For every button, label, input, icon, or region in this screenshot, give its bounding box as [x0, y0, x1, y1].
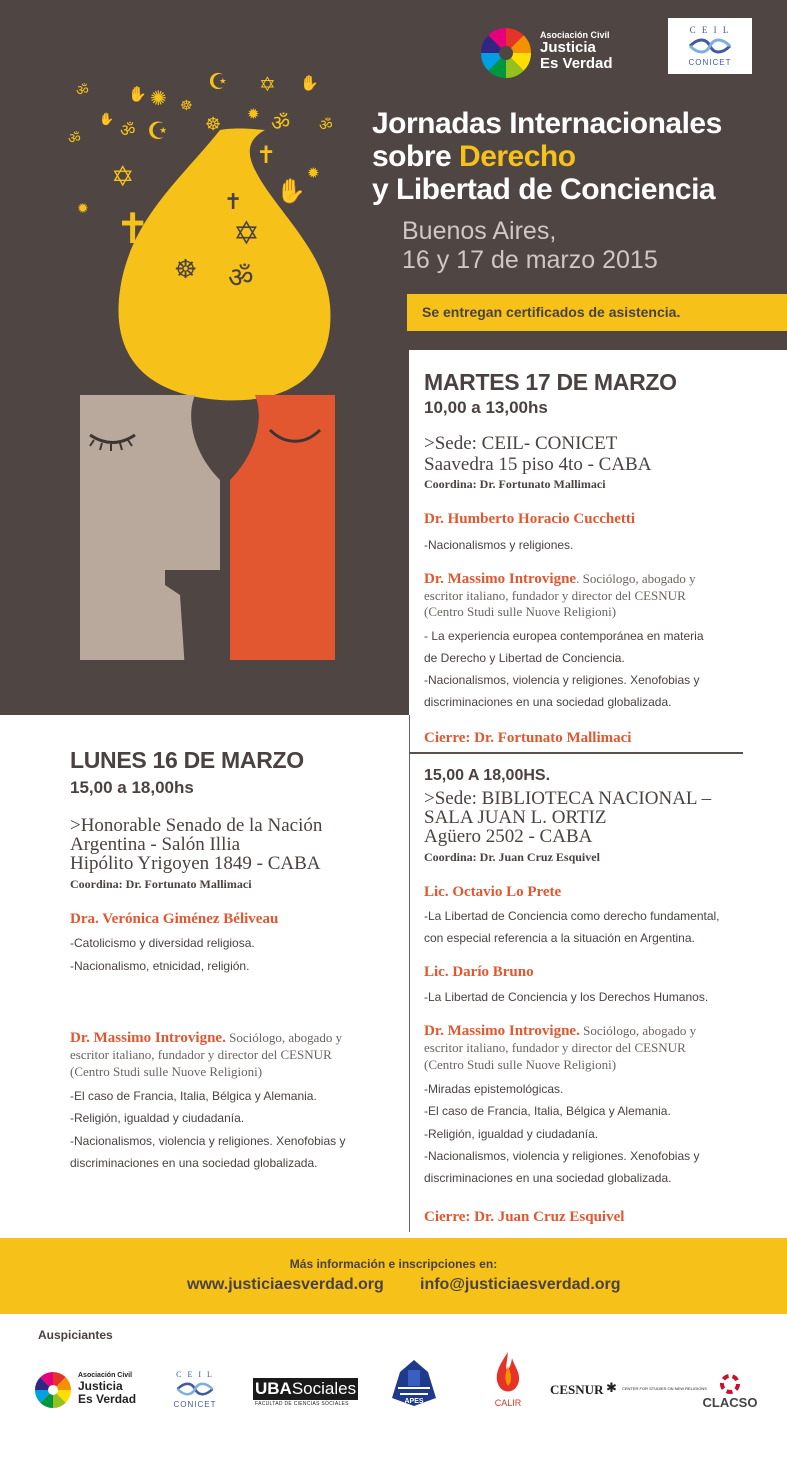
- uba-a: UBA: [255, 1379, 292, 1398]
- martes-speaker5-line1: [424, 1023, 696, 1040]
- martes-speaker2-topic3: -Nacionalismos, violencia y religiones. Xenofobias y: [424, 673, 700, 687]
- om-icon: ॐ: [68, 131, 81, 147]
- session-rule: [409, 752, 743, 754]
- logo-ceil-conicet: [668, 18, 752, 74]
- lunes-sede-line1: >Honorable Senado de la Nación: [70, 815, 323, 836]
- sponsor-ceil-bottom: CONICET: [173, 1400, 217, 1409]
- jev-flower-icon: [478, 25, 534, 81]
- martes-coordina: Coordina: Dr. Fortunato Mallimaci: [424, 477, 606, 491]
- calir-text: CALIR: [494, 1398, 522, 1408]
- lunes-speaker1: Dra. Verónica Giménez Béliveau: [70, 911, 279, 927]
- crescent-icon: ☪: [208, 70, 228, 95]
- website-link[interactable]: www.justiciaesverdad.org: [187, 1276, 384, 1293]
- martes-speaker2-bio3: (Centro Studi sulle Nuove Religioni): [424, 604, 617, 619]
- martes-cierre1: Cierre: Dr. Fortunato Mallimaci: [424, 730, 632, 746]
- ceil-bottom-text: CONICET: [688, 58, 732, 67]
- cross-icon: ✝: [224, 190, 243, 215]
- torch-faces-illustration: [70, 60, 370, 660]
- lunes-speaker1-topic2: -Nacionalismo, etnicidad, religión.: [70, 959, 250, 973]
- star-of-david-icon: ✡: [111, 160, 135, 193]
- star-of-david-icon: ✡: [233, 214, 260, 252]
- martes-coordina2: Coordina: Dr. Juan Cruz Esquivel: [424, 850, 600, 864]
- dharma-wheel-icon: ☸: [174, 255, 198, 285]
- hamsa-icon: ✋: [128, 85, 147, 103]
- email-link[interactable]: info@justiciaesverdad.org: [420, 1276, 621, 1293]
- lunes-speaker2-line1: [70, 1030, 342, 1047]
- martes-speaker5-bio3: (Centro Studi sulle Nuove Religioni): [424, 1057, 617, 1072]
- lunes-sede-line3: Hipólito Yrigoyen 1849 - CABA: [70, 853, 321, 874]
- sun-icon: ✺: [150, 86, 167, 110]
- lunes-speaker2-topic4: discriminaciones en una sociedad globalizada.: [70, 1156, 318, 1170]
- sponsor-ceil-wave-icon: [175, 1382, 215, 1396]
- event-dates: 16 y 17 de marzo 2015: [402, 246, 658, 274]
- lunes-speaker2-bio1: Sociólogo, abogado y: [225, 1030, 343, 1045]
- calir-flame-icon: [478, 1350, 538, 1400]
- martes-speaker2-topic4: discriminaciones en una sociedad globalizada.: [424, 695, 672, 709]
- certificates-text: Se entregan certificados de asistencia.: [422, 304, 681, 320]
- crescent-icon: ☪: [147, 117, 169, 145]
- martes-speaker3: Lic. Octavio Lo Prete: [424, 884, 562, 900]
- sponsors-heading: Auspiciantes: [38, 1328, 113, 1342]
- hamsa-icon: ✋: [276, 177, 306, 205]
- om-icon: ॐ: [228, 261, 254, 294]
- martes-speaker5-topic1: -Miradas epistemológicas.: [424, 1082, 564, 1096]
- sponsor-apes-logo: [388, 1358, 440, 1418]
- martes-cierre2: Cierre: Dr. Juan Cruz Esquivel: [424, 1209, 625, 1225]
- sponsor-clacso-logo: [695, 1373, 765, 1413]
- sun-icon: ✹: [247, 105, 260, 123]
- page-title-line2: [372, 141, 576, 173]
- lunes-coordina: Coordina: Dr. Fortunato Mallimaci: [70, 877, 252, 891]
- martes-sede-line1: >Sede: CEIL- CONICET: [424, 433, 618, 454]
- martes-sede-line2: Saavedra 15 piso 4to - CABA: [424, 454, 652, 475]
- jev-line1: Asociación Civil: [540, 30, 610, 40]
- jev-line3: Es Verdad: [540, 55, 613, 72]
- title-sobre: sobre: [372, 140, 460, 173]
- cesnur-figure-icon: ✱: [606, 1380, 617, 1395]
- martes-speaker1-topic: -Nacionalismos y religiones.: [424, 538, 574, 552]
- om-icon: ॐ: [76, 83, 89, 99]
- cesnur-text: CESNUR: [550, 1382, 604, 1397]
- sponsor-uba-logo: [253, 1378, 363, 1408]
- info-heading: Más información e inscripciones en:: [289, 1257, 498, 1271]
- martes-speaker5-bio2: escritor italiano, fundador y director del CESNUR: [424, 1040, 686, 1055]
- info-footer: [0, 1238, 787, 1314]
- lunes-speaker2-name: Dr. Massimo Introvigne.: [70, 1030, 226, 1046]
- lunes-speaker2-topic2: -Religión, igualdad y ciudadanía.: [70, 1111, 245, 1125]
- sponsor-jev-logo: [33, 1370, 143, 1410]
- sun-icon: ✹: [77, 201, 89, 217]
- uba-b: Sociales: [291, 1379, 357, 1398]
- cross-icon: ✝: [115, 204, 151, 253]
- uba-subtitle: FACULTAD DE CIENCIAS SOCIALES: [255, 1401, 349, 1407]
- sun-icon: ✹: [307, 164, 320, 182]
- ceil-wave-icon: [688, 38, 732, 54]
- om-icon: ॐ: [271, 111, 291, 135]
- star-of-david-icon: ✡: [259, 72, 276, 96]
- martes-time2: 15,00 A 18,00HS.: [424, 767, 551, 784]
- om-icon: ॐ: [319, 116, 333, 134]
- martes-time: 10,00 a 13,00hs: [424, 398, 548, 417]
- ceil-top-text: C E I L: [689, 25, 731, 35]
- sun-icon: ✹: [205, 166, 224, 191]
- sponsor-calir-logo: [478, 1350, 538, 1420]
- lunes-speaker1-topic1: -Catolicismo y diversidad religiosa.: [70, 936, 255, 950]
- yin-yang-icon: ☯: [232, 143, 246, 161]
- martes-speaker5-topic4: -Nacionalismos, violencia y religiones. Xenofobias y: [424, 1149, 700, 1163]
- martes-speaker2-line1: [424, 571, 696, 588]
- martes-speaker2-topic1: - La experiencia europea contemporánea en materia: [424, 629, 704, 643]
- martes-speaker2-name: Dr. Massimo Introvigne: [424, 571, 577, 587]
- martes-speaker3-topic1: -La Libertad de Conciencia como derecho fundamental,: [424, 909, 720, 923]
- lunes-speaker2-bio2: escritor italiano, fundador y director del CESNUR: [70, 1047, 332, 1062]
- martes-speaker4-topic1: -La Libertad de Conciencia y los Derechos Humanos.: [424, 990, 709, 1004]
- uba-wordmark: [253, 1378, 358, 1400]
- title-derecho: Derecho: [459, 140, 576, 173]
- jev-flower-small-icon: [33, 1370, 73, 1410]
- martes-speaker5-topic5: discriminaciones en una sociedad globalizada.: [424, 1171, 672, 1185]
- martes-speaker5-name: Dr. Massimo Introvigne.: [424, 1023, 580, 1039]
- illustration-base: [0, 670, 409, 715]
- lunes-time: 15,00 a 18,00hs: [70, 778, 194, 797]
- cesnur-subtitle: CENTER FOR STUDIES ON NEW RELIGIONS: [622, 1386, 707, 1391]
- lunes-speaker2-topic3: -Nacionalismos, violencia y religiones. Xenofobias y: [70, 1134, 346, 1148]
- sponsor-ceil-top: C E I L: [176, 1370, 214, 1379]
- lunes-sede-line2: Argentina - Salón Illia: [70, 834, 241, 855]
- dharma-wheel-icon: ☸: [180, 98, 193, 114]
- column-divider: [409, 715, 410, 1232]
- martes-speaker2-topic2: de Derecho y Libertad de Conciencia.: [424, 651, 625, 665]
- martes-speaker1: Dr. Humberto Horacio Cucchetti: [424, 511, 636, 527]
- lunes-speaker2-topic1: -El caso de Francia, Italia, Bélgica y Alemania.: [70, 1089, 317, 1103]
- sponsor-cesnur-logo: [550, 1380, 707, 1410]
- apes-text: APES: [404, 1398, 424, 1405]
- martes-title: MARTES 17 DE MARZO: [424, 369, 677, 395]
- clacso-text: CLACSO: [702, 1395, 758, 1410]
- hamsa-icon: ✋: [300, 74, 319, 92]
- jev-line2: Justicia: [540, 39, 596, 56]
- sponsor-jev-line2: Justicia: [78, 1379, 123, 1393]
- martes-speaker5-bio1: Sociólogo, abogado y: [579, 1023, 697, 1038]
- lunes-title: LUNES 16 DE MARZO: [70, 747, 304, 773]
- page-title-line3: y Libertad de Conciencia: [372, 173, 716, 206]
- martes-sede2-line3: Agüero 2502 - CABA: [424, 826, 593, 847]
- martes-speaker2-bio2: escritor italiano, fundador y director del CESNUR: [424, 588, 686, 603]
- martes-speaker5-topic3: -Religión, igualdad y ciudadanía.: [424, 1127, 599, 1141]
- certificates-banner: [407, 294, 787, 331]
- martes-speaker2-bio1: . Sociólogo, abogado y: [576, 571, 696, 586]
- sponsor-jev-line1: Asociación Civil: [78, 1372, 133, 1379]
- dharma-wheel-icon: ☸: [289, 232, 304, 251]
- sponsor-ceil-logo: [160, 1368, 230, 1414]
- martes-sede2-line2: SALA JUAN L. ORTIZ: [424, 807, 607, 828]
- hamsa-icon: ✋: [99, 112, 114, 126]
- martes-speaker3-topic2: con especial referencia a la situación en Argentina.: [424, 931, 695, 945]
- lunes-speaker2-bio3: (Centro Studi sulle Nuove Religioni): [70, 1064, 263, 1079]
- event-city: Buenos Aires,: [402, 217, 557, 245]
- dharma-wheel-icon: ☸: [205, 114, 222, 135]
- clacso-emblem-icon: [715, 1373, 745, 1395]
- martes-sede2-line1: >Sede: BIBLIOTECA NACIONAL –: [424, 788, 712, 809]
- martes-speaker4: Lic. Darío Bruno: [424, 964, 534, 980]
- logo-justicia-es-verdad: [478, 25, 628, 81]
- martes-speaker5-topic2: -El caso de Francia, Italia, Bélgica y Alemania.: [424, 1104, 671, 1118]
- page-title-line1: Jornadas Internacionales: [372, 107, 722, 140]
- sponsor-jev-line3: Es Verdad: [78, 1392, 137, 1406]
- om-icon: ॐ: [120, 121, 136, 141]
- cross-icon: ✝: [256, 141, 277, 169]
